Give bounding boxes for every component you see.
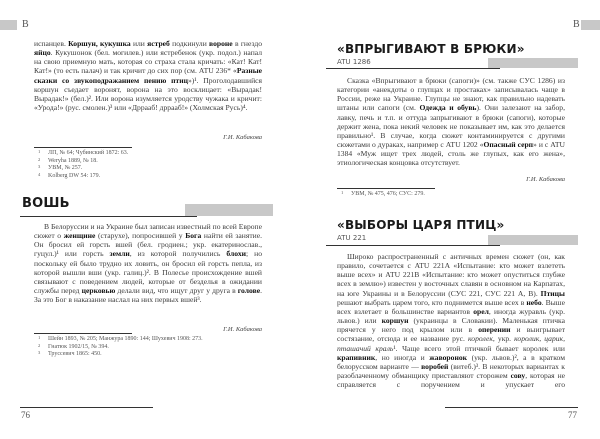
text-run: найти ей занятие. Он бросил ей горсть вшей (бел. гродиен.; укр. екатеринослав., гуцул.)¹ или горсть [34, 231, 262, 259]
article-title: ВОШЬ [22, 196, 70, 211]
bold-term: Бога [185, 231, 202, 241]
footnote-number: 1 [38, 149, 41, 154]
footnotes [337, 191, 565, 199]
article-paragraph [34, 222, 262, 304]
footnote-number: 3 [38, 164, 41, 170]
text-run: , но иногда и [375, 352, 430, 362]
bold-term: коршун [381, 316, 409, 326]
bold-term: женщине [63, 231, 96, 241]
text-run: решают выбрать царем того, кто поднимется выше всех в [337, 297, 527, 307]
footnote [34, 150, 262, 158]
footnotes [34, 336, 262, 359]
article-paragraph [337, 76, 565, 168]
footnote-rule [34, 147, 132, 148]
text-run: испанцев. [34, 39, 69, 48]
footnote [34, 165, 262, 173]
footnote [34, 344, 262, 352]
title-gray-bar [185, 204, 273, 216]
bold-term: голове [237, 286, 261, 296]
footnote-text: Труссевич 1865: 450. [48, 351, 102, 358]
section-letter: В [573, 19, 580, 30]
text-run: , которая не справляется с поручением и упускает его [337, 371, 566, 390]
text-run: . За это Бог в наказание наслал на них первых вшей³. [34, 286, 262, 305]
text-run: . Кукушонок (бел. могилев.) или ястребенок (укр. подол.) напал на свою приемную мать, которая со страха стала кричать: «Кат! Кат! Кат!» (то есть палач) и так кричит до сих пор (см. ATU 236* « [34, 48, 262, 76]
footnote-text: УВМ, № 257. [48, 165, 83, 172]
text-run: . Выше всех взлетает в большинстве вариантов [337, 297, 565, 316]
text-run: В Белоруссии и на Украине был записан известный по всей Европе сюжет о [34, 222, 262, 241]
article-title: «ВПРЫГИВАЮТ В БРЮКИ» [337, 42, 525, 56]
footnote-rule [34, 333, 132, 334]
bold-term: Коршун, кукушка [68, 39, 131, 48]
bold-term: вороне [209, 39, 233, 48]
text-run: делали вид, что ищут друг у друга в [115, 286, 238, 296]
text-run: ; но поскольку ей было трудно их ловить, он бросил ей горсть пепла, из которой вышли вши (укр. галиц.)². В Полесье происхождение вшей связывают с поведением людей, которые от безделья в ожидании службы перед [34, 249, 262, 296]
section-letter: В [22, 19, 29, 30]
page-number: 77 [568, 410, 577, 420]
footnotes [34, 150, 262, 180]
page-number: 76 [21, 410, 30, 420]
footnote-text: Kolberg DW 54: 179. [48, 172, 101, 179]
bold-term: земли [109, 249, 130, 259]
bold-term: Одежда и обувь [419, 103, 477, 113]
bold-term: церковью [81, 286, 116, 296]
title-underline [326, 68, 500, 69]
text-run: (укр. львов.)², а в кратком белорусском варианте — [337, 352, 566, 371]
footnote-number: 2 [38, 156, 41, 162]
footnote-text: Weryha 1889, № 18. [48, 157, 98, 164]
title-gray-bar [488, 58, 578, 68]
text-run: подкинули [169, 39, 210, 48]
bold-term: оперении [478, 325, 511, 335]
author-signature: Г.И. Кабакова [223, 134, 262, 141]
bold-term: Птицы [540, 288, 565, 298]
footnote-text: УВМ, № 475, 476; СУС: 279. [351, 191, 425, 197]
bold-term: орел [473, 306, 489, 316]
text-run: » и с ATU 1384 «Муж ищет трех людей, столь же глупых, как его жена», этиологическая концовка отсутствует. [337, 140, 565, 168]
text-run: и выигрывает состязание, отсюда и ее название рус. [337, 325, 566, 344]
footnote-number: 1 [341, 190, 344, 195]
title-underline [20, 216, 197, 217]
footnote-text: ЛП, № 64; Чубинский 1872: 63. [48, 150, 129, 156]
footnote [34, 351, 262, 359]
section-tab-bar [0, 20, 17, 30]
footnote [34, 158, 262, 166]
text-run: , из которой получились [129, 249, 227, 259]
bold-term: ястреб [147, 39, 170, 48]
continuation-paragraph [34, 39, 262, 112]
text-run: Сказка «Впрыгивают в брюки (сапоги)» (см. также СУС 1286) из категории «анекдоты о глупцах и простаках» записывалась чаще в России, реже на Украине. Глупцы не знают, как правильно надевать штаны или сапоги (см. [337, 76, 565, 113]
footnote-rule [337, 188, 435, 189]
footnote-number: 4 [38, 171, 41, 177]
text-run: (старухе), попросившей у [95, 231, 186, 241]
footnote [337, 191, 565, 199]
text-run: , укр. [492, 334, 515, 344]
article-paragraph [337, 252, 565, 389]
bold-term: воробей [421, 361, 449, 371]
atu-code: ATU 1286 [337, 58, 371, 66]
text-run: ). Они залезают на забор, лавку, печь и т.п. и оттуда запрыгивают в брюки (сапоги), которые держит жена, пока некий человек не показывает им, как это делается правильно¹. В случае, когда сюжет контаминируется с другими сюжетами о дураках, например с ATU 1202 « [337, 103, 565, 150]
text-run: в гнездо [232, 39, 262, 48]
footnote-number: 1 [38, 335, 41, 340]
bold-term: Разные сказки со звукоподражанием пению птиц [34, 66, 262, 85]
text-run: или [130, 39, 148, 48]
footnote [34, 336, 262, 344]
footnote [34, 173, 262, 181]
text-run: Широко распространенный с античных времен сюжет (он, как правило, сочетается с ATU 221A «Испытание: кто может взлететь выше всех» и ATU 221B «Испытание: кто может опуститься глубже всех в землю») известен у восточных славян в основном на Карпатах, на юге Украины и в Белоруссии (СУС 221, СУС 221 А, В). [337, 252, 565, 298]
italic-term: королек [468, 334, 493, 344]
title-underline [326, 245, 500, 246]
bold-term: Опасный серп [483, 140, 534, 150]
page-bottom-rule [20, 407, 153, 408]
title-gray-bar [488, 235, 578, 245]
text-run: , иногда журавль (укр. львов.) или [337, 306, 565, 326]
article-title: «ВЫБОРЫ ЦАРЯ ПТИЦ» [337, 218, 505, 232]
bold-term: блохи [226, 249, 247, 259]
text-run: (витеб.)³. В некоторых вариантах к разоблаченному обманщику приставляют сторожем [337, 361, 565, 381]
bold-term: жаворонок [429, 352, 467, 362]
bold-term: сову [510, 371, 526, 381]
italic-term: королик, царик, пташачий краль [337, 334, 566, 353]
author-signature: Г.И. Кабакова [526, 176, 565, 183]
page-bottom-rule [445, 407, 578, 408]
footnote-text: Шейн 1893, № 205; Манжура 1890: 144; Шухевич 1908: 273. [48, 336, 203, 342]
bold-term: крапивник [337, 352, 376, 362]
footnote-number: 2 [38, 342, 41, 348]
bold-term: небо [526, 297, 542, 307]
atu-code: ATU 221 [337, 234, 367, 242]
footnote-text: Гнатюк 1902/15, № 394. [48, 343, 109, 350]
text-run: ¹. Чаще всего этой птичкой бывает королек или [393, 343, 565, 353]
section-tab-bar [581, 20, 600, 30]
bold-term: яйцо [34, 48, 51, 58]
footnote-number: 3 [38, 350, 41, 356]
text-run: (украинцы в Словакии). Маленькая птичка прячется у него под крылом или в [337, 316, 565, 335]
author-signature: Г.И. Кабакова [223, 326, 262, 333]
text-run: »)¹. Проголодавшийся коршун съедает воронят, ворона на это восклицает: «Вырадак! Вырадак!» (бел.)². Или ворона изумляется уродству чужака и кричит: «Урода!» (рус. смолен.)³ или «Дррааб! дррааб!» (Холмская Русь)⁴. [34, 75, 263, 113]
